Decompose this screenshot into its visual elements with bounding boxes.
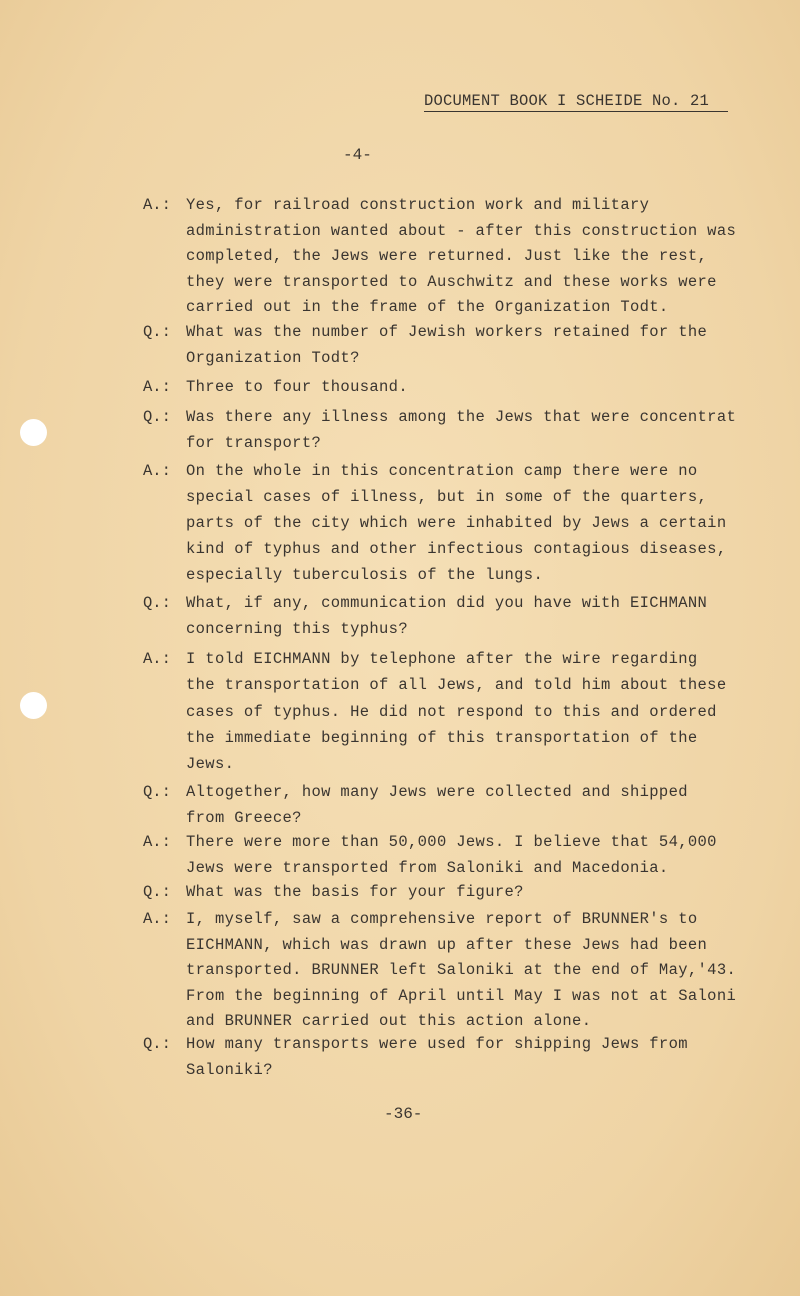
transcript-line: administration wanted about - after this construction was [186, 221, 737, 240]
transcript-line: parts of the city which were inhabited by Jews a certain [186, 514, 727, 532]
transcript-line: What, if any, communication did you have with EICHMANN [186, 594, 708, 612]
answer-label: A.: [143, 196, 171, 214]
question-label: Q.: [143, 883, 171, 901]
transcript-line: completed, the Jews were returned. Just like the rest, [186, 247, 708, 266]
transcript-line: Yes, for railroad construction work and military [186, 196, 650, 214]
transcript-line: Organization Todt? [186, 349, 360, 367]
question-label: Q.: [143, 783, 171, 801]
question-label: Q.: [143, 1035, 171, 1053]
transcript-line: especially tuberculosis of the lungs. [186, 566, 544, 584]
transcript-line: carried out in the frame of the Organization Todt. [186, 298, 669, 317]
transcript-line: Saloniki? [186, 1061, 273, 1079]
answer-label: A.: [143, 833, 171, 851]
transcript-line: the immediate beginning of this transportation of the [186, 728, 698, 747]
transcript-line: special cases of illness, but in some of the quarters, [186, 488, 708, 506]
punch-hole-top [20, 419, 47, 446]
answer-label: A.: [143, 910, 171, 928]
transcript-line: the transportation of all Jews, and told him about these [186, 676, 727, 695]
transcript-line: On the whole in this concentration camp there were no [186, 462, 698, 480]
transcript-line: I told EICHMANN by telephone after the wire regarding [186, 650, 698, 668]
transcript-line: Three to four thousand. [186, 378, 408, 396]
page-bottom-edge [0, 1296, 800, 1300]
transcript-line: Jews. [186, 755, 235, 774]
transcript-line: What was the basis for your figure? [186, 883, 524, 901]
transcript-line: for transport? [186, 434, 322, 452]
transcript-line: How many transports were used for shipping Jews from [186, 1035, 688, 1053]
transcript-line: cases of typhus. He did not respond to this and ordered [186, 702, 717, 721]
transcript-line: Altogether, how many Jews were collected and shipped [186, 783, 688, 801]
transcript-line: and BRUNNER carried out this action alone. [186, 1012, 592, 1030]
punch-hole-bottom [20, 692, 47, 719]
question-label: Q.: [143, 408, 171, 426]
transcript-line: transported. BRUNNER left Saloniki at the end of May,'43. [186, 961, 737, 979]
transcript-line: I, myself, saw a comprehensive report of BRUNNER's to [186, 910, 698, 928]
transcript-line: Was there any illness among the Jews that were concentrat [186, 408, 737, 426]
transcript-line: There were more than 50,000 Jews. I believe that 54,000 [186, 833, 717, 851]
transcript-line: concerning this typhus? [186, 620, 408, 638]
transcript-line: from Greece? [186, 809, 302, 827]
transcript-line: they were transported to Auschwitz and these works were [186, 272, 717, 291]
document-header: DOCUMENT BOOK I SCHEIDE No. 21 [424, 93, 728, 112]
answer-label: A.: [143, 462, 171, 480]
question-label: Q.: [143, 323, 171, 341]
transcript-line: EICHMANN, which was drawn up after these Jews had been [186, 935, 708, 954]
answer-label: A.: [143, 650, 171, 668]
transcript-line: From the beginning of April until May I was not at Saloni [186, 986, 737, 1005]
transcript-line: kind of typhus and other infectious contagious diseases, [186, 540, 727, 558]
question-label: Q.: [143, 594, 171, 612]
page-number: -36- [384, 1105, 423, 1123]
answer-label: A.: [143, 378, 171, 396]
transcript-line: What was the number of Jewish workers retained for the [186, 323, 708, 341]
transcript-line: Jews were transported from Saloniki and Macedonia. [186, 858, 669, 877]
section-page-number: -4- [343, 146, 372, 164]
